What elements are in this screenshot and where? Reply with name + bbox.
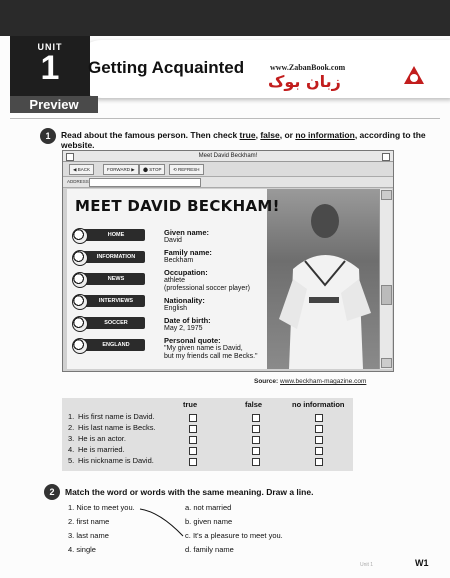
page-title: Getting Acquainted [88,58,245,77]
match-right-a[interactable]: a. not married [185,503,232,512]
table-row: 2. His last name is Becks. [62,423,353,434]
stop-button[interactable]: ⬤ STOP [139,164,165,175]
match-left-2[interactable]: 2. first name [68,517,110,526]
header-false: false [245,400,263,409]
info-nationality: Nationality: English [164,296,205,312]
back-button[interactable]: ◀ BACK [69,164,94,175]
source-credit: Source: www.beckham-magazine.com [254,378,367,385]
info-given-name: Given name: David [164,228,210,244]
exercise-2-number: 2 [44,484,60,500]
match-right-b[interactable]: b. given name [185,517,233,526]
forward-button[interactable]: FORWARD ▶ [103,164,139,175]
match-left-1[interactable]: 1. Nice to meet you. [68,503,135,512]
table-row: 3. He is an actor. [62,434,353,445]
match-right-c[interactable]: c. It's a pleasure to meet you. [185,531,283,540]
preview-label: Preview [10,96,98,113]
unit-number: 1 [40,49,60,87]
logo-url: www.ZabanBook.com [270,63,346,72]
exercise-2-instruction: Match the word or words with the same meaning. Draw a line. [65,487,314,497]
match-right-d[interactable]: d. family name [185,545,234,554]
exercise-1-number: 1 [40,128,56,144]
nav-england[interactable]: ENGLAND [75,339,145,351]
footer-unit: Unit 1 [360,562,374,568]
exercise-1-instruction: Read about the famous person. Then check true, false, or no information, according to the website. [61,130,426,150]
address-label: ADDRESS [67,179,89,184]
nav-home[interactable]: HOME [75,229,145,241]
nav-soccer[interactable]: SOCCER [75,317,145,329]
table-row: 5. His nickname is David. [62,456,353,467]
nav-news[interactable]: NEWS [75,273,145,285]
info-family-name: Family name: Beckham [164,248,212,264]
refresh-button[interactable]: ⟲ REFRESH [169,164,204,175]
info-personal-quote: Personal quote: "My given name is David, but my friends call me Becks." [164,336,258,360]
match-left-3[interactable]: 3. last name [68,531,109,540]
match-left-4[interactable]: 4. single [68,545,96,554]
header-true: true [183,400,198,409]
table-row: 4. He is married. [62,445,353,456]
info-date-of-birth: Date of birth: May 2, 1975 [164,316,211,332]
info-occupation: Occupation: athlete (professional soccer player) [164,268,250,292]
nav-interviews[interactable]: INTERVIEWS [75,295,145,307]
logo-text: زبان بوک [268,72,341,91]
table-row: 1. His first name is David. [62,412,353,423]
nav-information[interactable]: INFORMATION [75,251,145,263]
browser-title: Meet David Beckham! [63,151,393,162]
page-headline: MEET DAVID BECKHAM! [75,197,280,215]
header-no-information: no information [292,400,345,409]
page-number: W1 [415,558,429,568]
unit-label: UNIT [37,42,63,52]
